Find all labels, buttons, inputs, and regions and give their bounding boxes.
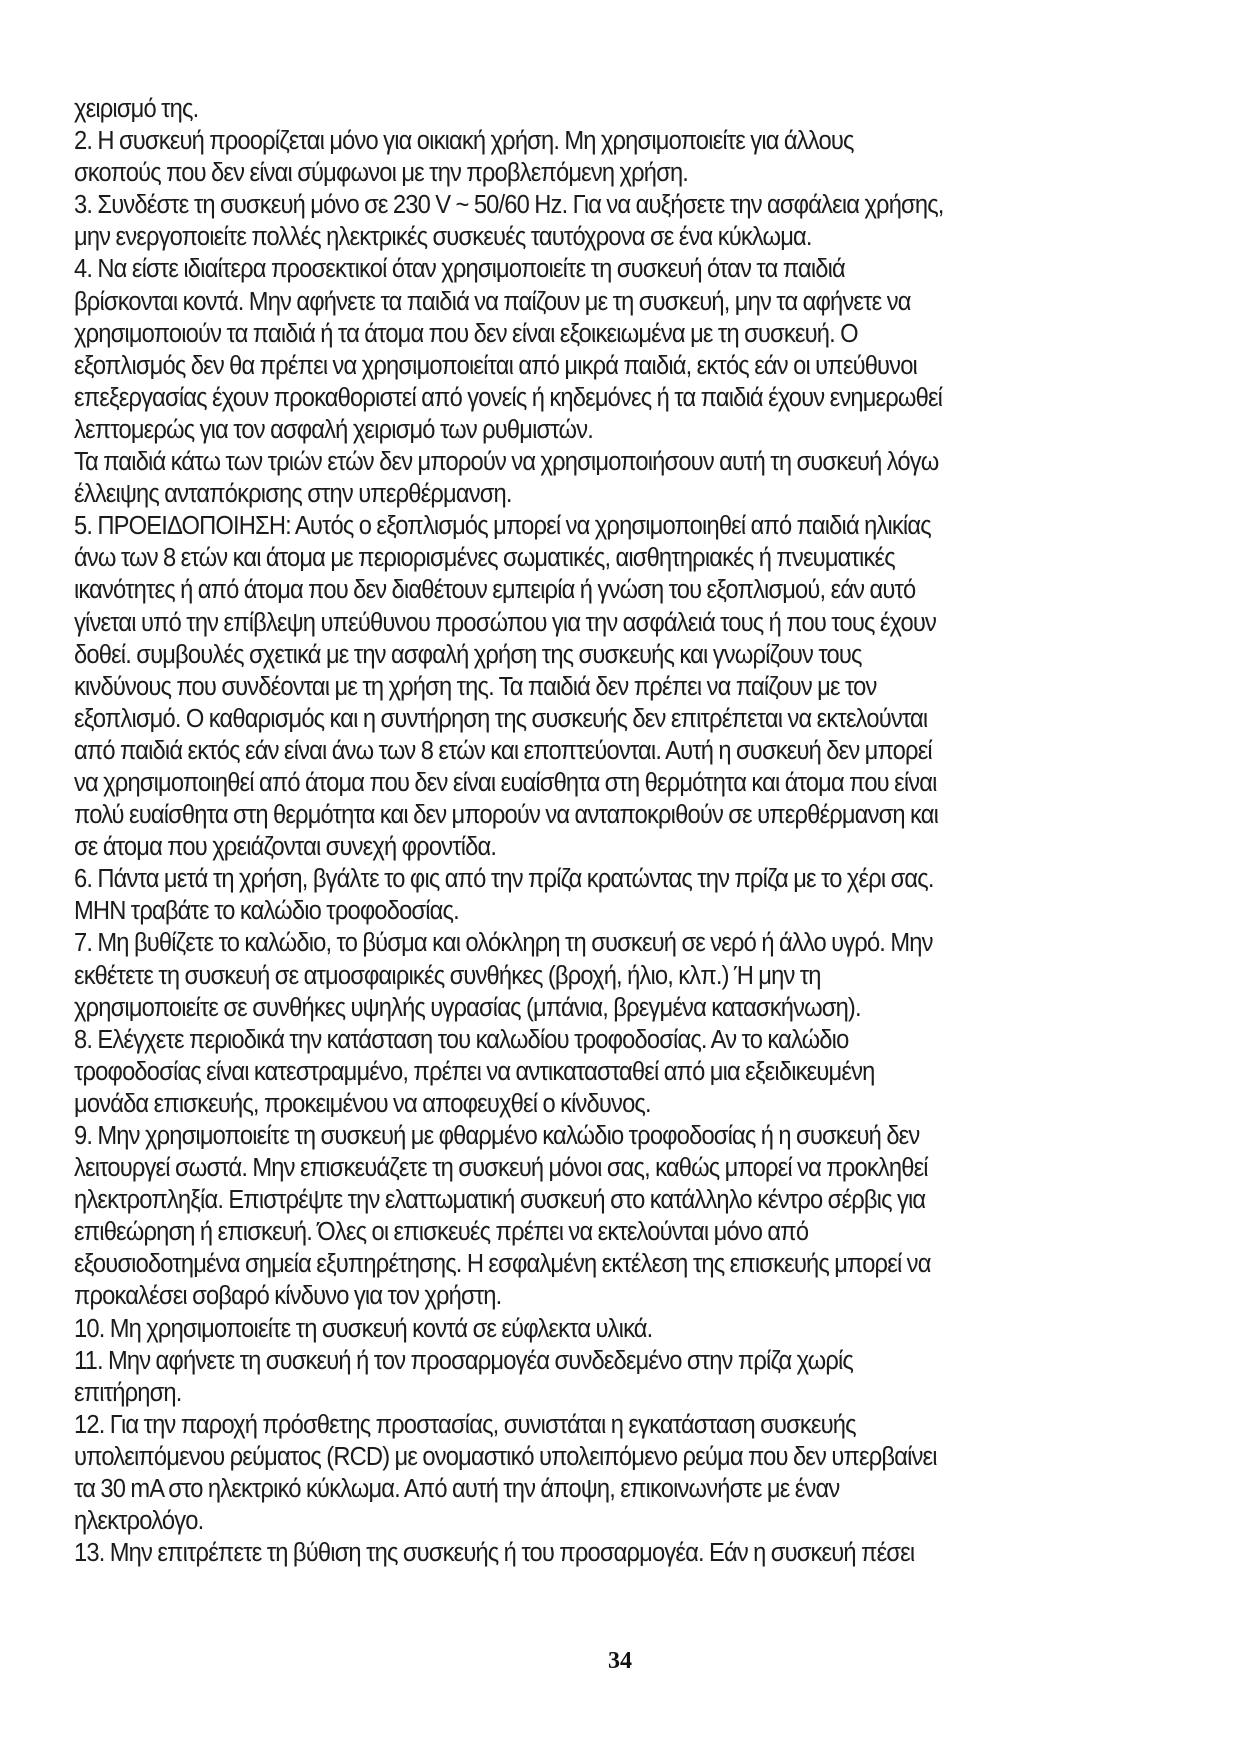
- page-number: 34: [608, 1648, 632, 1674]
- text-line: 11. Μην αφήνετε τη συσκευή ή τον προσαρμογέα συνδεδεμένο στην πρίζα χωρίς: [74, 1346, 854, 1375]
- body-text: [74, 93, 1099, 1569]
- text-line: 8. Ελέγχετε περιοδικά την κατάσταση του καλωδίου τροφοδοσίας. Αν το καλώδιο: [74, 1025, 849, 1054]
- text-line: άνω των 8 ετών και άτομα με περιορισμένες σωματικές, αισθητηριακές ή πνευματικές: [74, 544, 895, 573]
- text-line: τροφοδοσίας είναι κατεστραμμένο, πρέπει να αντικατασταθεί από μια εξειδικευμένη: [74, 1057, 875, 1086]
- text-line: 10. Μη χρησιμοποιείτε τη συσκευή κοντά σε εύφλεκτα υλικά.: [74, 1314, 653, 1343]
- text-line: βρίσκονται κοντά. Μην αφήνετε τα παιδιά να παίζουν με τη συσκευή, μην τα αφήνετε να: [74, 287, 911, 316]
- text-line: σε άτομα που χρειάζονται συνεχή φροντίδα.: [74, 833, 497, 862]
- text-line: 3. Συνδέστε τη συσκευή μόνο σε 230 V ~ 50/60 Hz. Για να αυξήσετε την ασφάλεια χρήσης,: [74, 191, 944, 220]
- text-line: χρησιμοποιούν τα παιδιά ή τα άτομα που δεν είναι εξοικειωμένα με τη συσκευή. Ο: [74, 319, 858, 348]
- text-line: εξοπλισμός δεν θα πρέπει να χρησιμοποιείται από μικρά παιδιά, εκτός εάν οι υπεύθυνοι: [74, 351, 918, 380]
- text-line: ηλεκτρολόγο.: [74, 1507, 204, 1536]
- text-line: 7. Μη βυθίζετε το καλώδιο, το βύσμα και ολόκληρη τη συσκευή σε νερό ή άλλο υγρό. Μην: [74, 929, 933, 958]
- text-line: εκθέτετε τη συσκευή σε ατμοσφαιρικές συνθήκες (βροχή, ήλιο, κλπ.) Ή μην τη: [74, 961, 821, 990]
- text-line: Τα παιδιά κάτω των τριών ετών δεν μπορούν να χρησιμοποιήσουν αυτή τη συσκευή λόγω: [74, 448, 939, 477]
- text-line: 4. Να είστε ιδιαίτερα προσεκτικοί όταν χρησιμοποιείτε τη συσκευή όταν τα παιδιά: [74, 255, 845, 284]
- text-line: λειτουργεί σωστά. Μην επισκευάζετε τη συσκευή μόνοι σας, καθώς μπορεί να προκληθεί: [74, 1154, 928, 1183]
- text-line: να χρησιμοποιηθεί από άτομα που δεν είναι ευαίσθητα στη θερμότητα και άτομα που είναι: [74, 768, 937, 797]
- text-line: εξουσιοδοτημένα σημεία εξυπηρέτησης. Η εσφαλμένη εκτέλεση της επισκευής μπορεί να: [74, 1250, 931, 1279]
- text-line: επεξεργασίας έχουν προκαθοριστεί από γονείς ή κηδεμόνες ή τα παιδιά έχουν ενημερωθεί: [74, 383, 943, 412]
- text-line: τα 30 mA στο ηλεκτρικό κύκλωμα. Από αυτή την άποψη, επικοινωνήστε με έναν: [74, 1475, 840, 1504]
- text-line: 9. Μην χρησιμοποιείτε τη συσκευή με φθαρμένο καλώδιο τροφοδοσίας ή η συσκευή δεν: [74, 1122, 920, 1150]
- text-line: 6. Πάντα μετά τη χρήση, βγάλτε το φις από την πρίζα κρατώντας την πρίζα με το χέρι σας.: [74, 865, 934, 894]
- text-line: χρησιμοποιείτε σε συνθήκες υψηλής υγρασίας (μπάνια, βρεγμένα κατασκήνωση).: [74, 993, 861, 1022]
- text-line: εξοπλισμό. Ο καθαρισμός και η συντήρηση της συσκευής δεν επιτρέπεται να εκτελούνται: [74, 704, 928, 733]
- text-line: 2. Η συσκευή προορίζεται μόνο για οικιακή χρήση. Μη χρησιμοποιείτε για άλλους: [74, 127, 854, 156]
- text-line: χειρισμό της.: [74, 95, 199, 123]
- text-line: 12. Για την παροχή πρόσθετης προστασίας, συνιστάται η εγκατάσταση συσκευής: [74, 1410, 856, 1439]
- text-line: επιθεώρηση ή επισκευή. Όλες οι επισκευές πρέπει να εκτελούνται μόνο από: [74, 1218, 809, 1247]
- text-line: σκοπούς που δεν είναι σύμφωνοι με την προβλεπόμενη χρήση.: [74, 159, 689, 188]
- text-line: δοθεί. συμβουλές σχετικά με την ασφαλή χρήση της συσκευής και γνωρίζουν τους: [74, 640, 862, 669]
- text-line: από παιδιά εκτός εάν είναι άνω των 8 ετών και εποπτεύονται. Αυτή η συσκευή δεν μπορεί: [74, 736, 932, 765]
- text-line: κινδύνους που συνδέονται με τη χρήση της. Τα παιδιά δεν πρέπει να παίζουν με τον: [74, 672, 877, 701]
- text-line: προκαλέσει σοβαρό κίνδυνο για τον χρήστη.: [74, 1282, 502, 1311]
- text-line: λεπτομερώς για τον ασφαλή χειρισμό των ρυθμιστών.: [74, 415, 593, 444]
- text-line: επιτήρηση.: [74, 1378, 182, 1407]
- text-line: ηλεκτροπληξία. Επιστρέψτε την ελαττωματική συσκευή στο κατάλληλο κέντρο σέρβις για: [74, 1186, 926, 1215]
- text-line: πολύ ευαίσθητα στη θερμότητα και δεν μπορούν να ανταποκριθούν σε υπερθέρμανση και: [74, 801, 939, 830]
- text-line: υπολειπόμενου ρεύματος (RCD) με ονομαστικό υπολειπόμενο ρεύμα που δεν υπερβαίνει: [74, 1442, 937, 1471]
- text-line: μονάδα επισκευής, προκειμένου να αποφευχθεί ο κίνδυνος.: [74, 1089, 651, 1118]
- text-line: 13. Μην επιτρέπετε τη βύθιση της συσκευής ή του προσαρμογέα. Εάν η συσκευή πέσει: [74, 1539, 915, 1568]
- text-line: ΜΗΝ τραβάτε το καλώδιο τροφοδοσίας.: [74, 897, 459, 926]
- text-line: έλλειψης ανταπόκρισης στην υπερθέρμανση.: [74, 480, 512, 509]
- text-line: ικανότητες ή από άτομα που δεν διαθέτουν εμπειρία ή γνώση του εξοπλισμού, εάν αυτό: [74, 576, 916, 605]
- text-line: γίνεται υπό την επίβλεψη υπεύθυνου προσώπου για την ασφάλειά τους ή που τους έχουν: [74, 608, 937, 637]
- text-line: 5. ΠΡΟΕΙΔΟΠΟΙΗΣΗ: Αυτός ο εξοπλισμός μπορεί να χρησιμοποιηθεί από παιδιά ηλικίας: [74, 512, 931, 541]
- text-line: μην ενεργοποιείτε πολλές ηλεκτρικές συσκευές ταυτόχρονα σε ένα κύκλωμα.: [74, 223, 812, 252]
